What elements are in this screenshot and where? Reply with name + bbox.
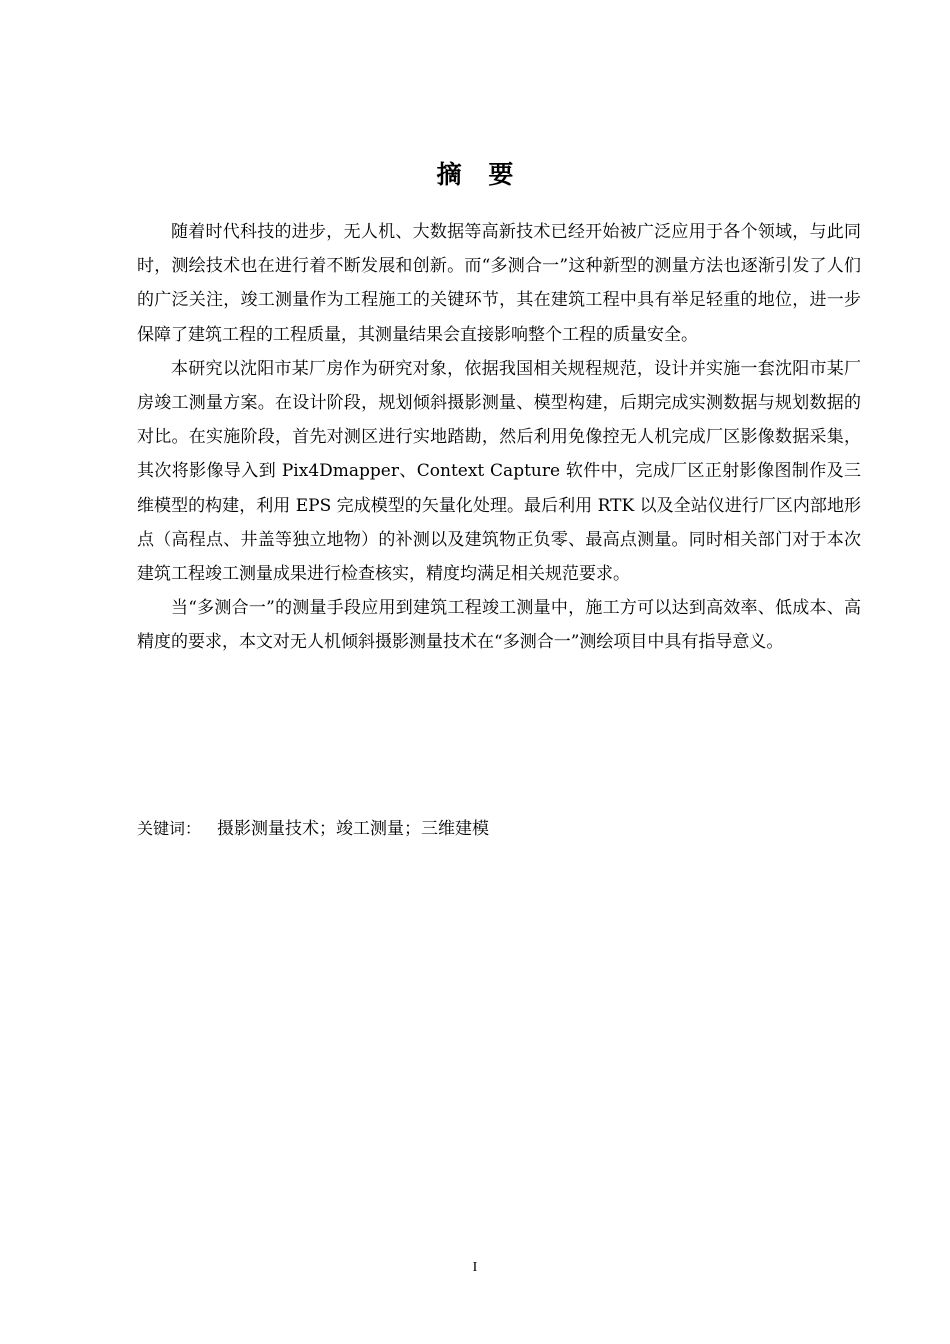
abstract-paragraph-1: 随着时代科技的进步，无人机、大数据等高新技术已经开始被广泛应用于各个领域，与此同时，测绘技术也在进行着不断发展和创新。而“多测合一”这种新型的测量方法也逐渐引发了人们的广泛关注，竣工测量作为工程施工的关键环节，其在建筑工程中具有举足轻重的地位，进一步保障了建筑工程的工程质量，其测量结果会直接影响整个工程的质量安全。 [137,222,861,345]
abstract-body [137,215,861,660]
abstract-title: 摘 要 [436,160,523,189]
keywords-line [137,812,489,846]
page-number: I [472,1260,478,1275]
keywords-label: 关键词： [137,819,202,838]
abstract-paragraph-3: 当“多测合一”的测量手段应用到建筑工程竣工测量中，施工方可以达到高效率、低成本、高精度的要求，本文对无人机倾斜摄影测量技术在“多测合一”测绘项目中具有指导意义。 [137,598,861,653]
abstract-paragraph-2: 本研究以沈阳市某厂房作为研究对象，依据我国相关规程规范，设计并实施一套沈阳市某厂房竣工测量方案。在设计阶段，规划倾斜摄影测量、模型构建，后期完成实测数据与规划数据的对比。在实施阶段，首先对测区进行实地踏勘，然后利用免像控无人机完成厂区影像数据采集，其次将影像导入到 Pix4Dmapper、Context Capture 软件中，完成厂区正射影像图制作及三维模型的构建，利用 EPS 完成模型的矢量化处理。最后利用 RTK 以及全站仪进行厂区内部地形点（高程点、井盖等独立地物）的补测以及建筑物正负零、最高点测量。同时相关部门对于本次建筑工程竣工测量成果进行检查核实，精度均满足相关规范要求。 [137,358,861,585]
keywords-text: 摄影测量技术；竣工测量；三维建模 [217,819,490,839]
